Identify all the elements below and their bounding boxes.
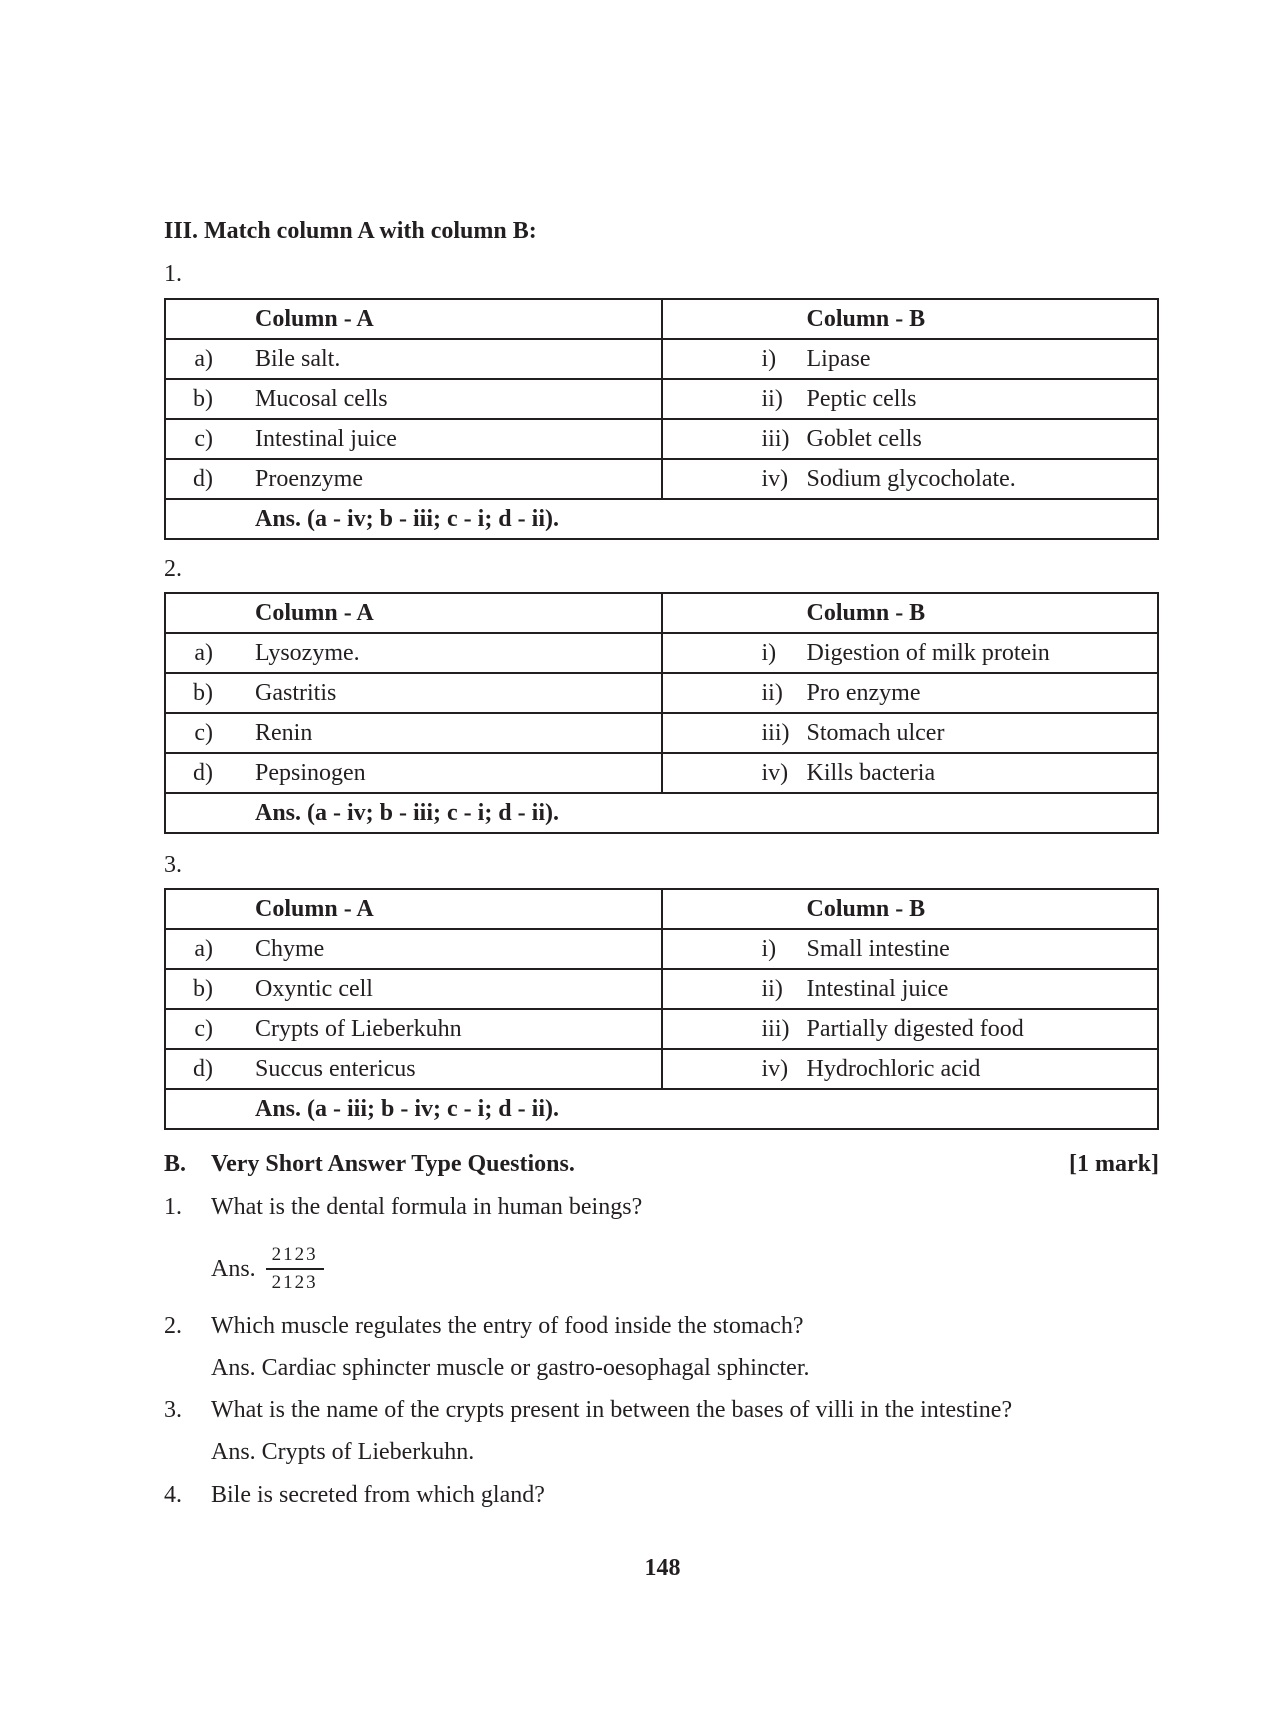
section-b-title: Very Short Answer Type Questions. [211, 1151, 575, 1177]
section-b-heading [164, 1151, 1159, 1178]
answer-1 [211, 1244, 324, 1294]
column-a-label: a) [194, 639, 213, 666]
table-row [165, 379, 1158, 419]
column-b-text: Small intestine [806, 935, 950, 962]
fraction-denominator: 2123 [271, 1272, 318, 1293]
match-table [164, 298, 1159, 540]
answer-text: Ans. (a - iv; b - iii; c - i; d - ii). [255, 505, 559, 532]
column-b-text: Partially digested food [806, 1015, 1024, 1042]
table-row [165, 1009, 1158, 1049]
match-number: 2. [164, 556, 182, 582]
column-a-label: d) [193, 759, 213, 786]
table-row [165, 419, 1158, 459]
match-table [164, 592, 1159, 834]
column-a-header: Column - A [255, 599, 374, 626]
question-text: What is the name of the crypts present in between the bases of villi in the intestine? [211, 1397, 1013, 1423]
table-header-row [165, 299, 1158, 339]
column-b-text: Digestion of milk protein [806, 639, 1050, 666]
fraction-bar [266, 1268, 324, 1270]
column-a-label: b) [193, 385, 213, 412]
column-a-text: Succus entericus [255, 1055, 416, 1082]
section-b-label: B. [164, 1151, 187, 1177]
column-a-label: b) [193, 975, 213, 1002]
column-a-text: Intestinal juice [255, 425, 397, 452]
question-number: 2. [164, 1313, 182, 1339]
column-a-label: c) [194, 1015, 213, 1042]
column-b-label: iv) [761, 759, 789, 786]
column-b-label: i) [761, 639, 777, 666]
column-b-label: i) [761, 935, 777, 962]
column-a-text: Mucosal cells [255, 385, 388, 412]
column-a-text: Chyme [255, 935, 325, 962]
column-b-text: Hydrochloric acid [806, 1055, 981, 1082]
table-row [165, 929, 1158, 969]
column-a-label: a) [194, 345, 213, 372]
column-a-header: Column - A [255, 305, 374, 332]
answer-3: Ans. Crypts of Lieberkuhn. [211, 1439, 475, 1465]
question-4 [164, 1482, 545, 1509]
column-a-text: Proenzyme [255, 465, 363, 492]
fraction-numerator: 2123 [271, 1244, 318, 1265]
question-3 [164, 1397, 1012, 1424]
section-heading: III. Match column A with column B: [164, 218, 537, 244]
column-b-text: Pro enzyme [806, 679, 921, 706]
column-b-header: Column - B [806, 305, 926, 332]
column-b-text: Goblet cells [806, 425, 922, 452]
column-a-text: Renin [255, 719, 313, 746]
answer-row [165, 793, 1158, 833]
column-b-label: ii) [761, 385, 783, 412]
column-b-header: Column - B [806, 895, 926, 922]
column-b-label: iii) [761, 719, 790, 746]
table-row [165, 1049, 1158, 1089]
table-row [165, 969, 1158, 1009]
question-1 [164, 1194, 642, 1221]
column-b-label: iii) [761, 1015, 790, 1042]
question-text: Bile is secreted from which gland? [211, 1482, 545, 1508]
table-row [165, 339, 1158, 379]
answer-text: Ans. (a - iii; b - iv; c - i; d - ii). [255, 1095, 559, 1122]
section-b-marks: [1 mark] [1069, 1151, 1159, 1177]
table-row [165, 459, 1158, 499]
dental-formula-fraction [266, 1244, 324, 1294]
answer-text: Ans. (a - iv; b - iii; c - i; d - ii). [255, 799, 559, 826]
match-number: 1. [164, 261, 182, 287]
table-row [165, 673, 1158, 713]
question-number: 4. [164, 1482, 182, 1508]
column-a-text: Oxyntic cell [255, 975, 373, 1002]
match-table [164, 888, 1159, 1130]
column-b-label: ii) [761, 679, 783, 706]
column-a-label: c) [194, 425, 213, 452]
column-b-label: ii) [761, 975, 783, 1002]
column-a-label: a) [194, 935, 213, 962]
column-b-header: Column - B [806, 599, 926, 626]
question-text: What is the dental formula in human beings? [211, 1194, 643, 1220]
question-number: 3. [164, 1397, 182, 1423]
column-b-text: Intestinal juice [806, 975, 949, 1002]
column-a-text: Bile salt. [255, 345, 341, 372]
column-b-text: Kills bacteria [806, 759, 936, 786]
column-a-label: d) [193, 1055, 213, 1082]
column-b-label: iv) [761, 1055, 789, 1082]
column-b-label: iii) [761, 425, 790, 452]
column-a-text: Lysozyme. [255, 639, 360, 666]
match-number: 3. [164, 852, 182, 878]
column-b-text: Sodium glycocholate. [806, 465, 1016, 492]
column-b-text: Stomach ulcer [806, 719, 945, 746]
column-a-label: b) [193, 679, 213, 706]
column-b-text: Peptic cells [806, 385, 917, 412]
table-row [165, 633, 1158, 673]
table-header-row [165, 593, 1158, 633]
column-a-text: Crypts of Lieberkuhn [255, 1015, 462, 1042]
column-b-label: i) [761, 345, 777, 372]
page-number: 148 [644, 1555, 681, 1581]
column-a-text: Pepsinogen [255, 759, 366, 786]
column-a-label: c) [194, 719, 213, 746]
column-a-text: Gastritis [255, 679, 337, 706]
question-2 [164, 1313, 803, 1340]
answer-prefix: Ans. [211, 1255, 256, 1282]
table-header-row [165, 889, 1158, 929]
answer-row [165, 1089, 1158, 1129]
table-row [165, 753, 1158, 793]
answer-row [165, 499, 1158, 539]
column-b-label: iv) [761, 465, 789, 492]
column-a-header: Column - A [255, 895, 374, 922]
answer-2: Ans. Cardiac sphincter muscle or gastro-oesophagal sphincter. [211, 1355, 810, 1381]
table-row [165, 713, 1158, 753]
question-number: 1. [164, 1194, 182, 1220]
column-b-text: Lipase [806, 345, 871, 372]
question-text: Which muscle regulates the entry of food inside the stomach? [211, 1313, 804, 1339]
column-a-label: d) [193, 465, 213, 492]
